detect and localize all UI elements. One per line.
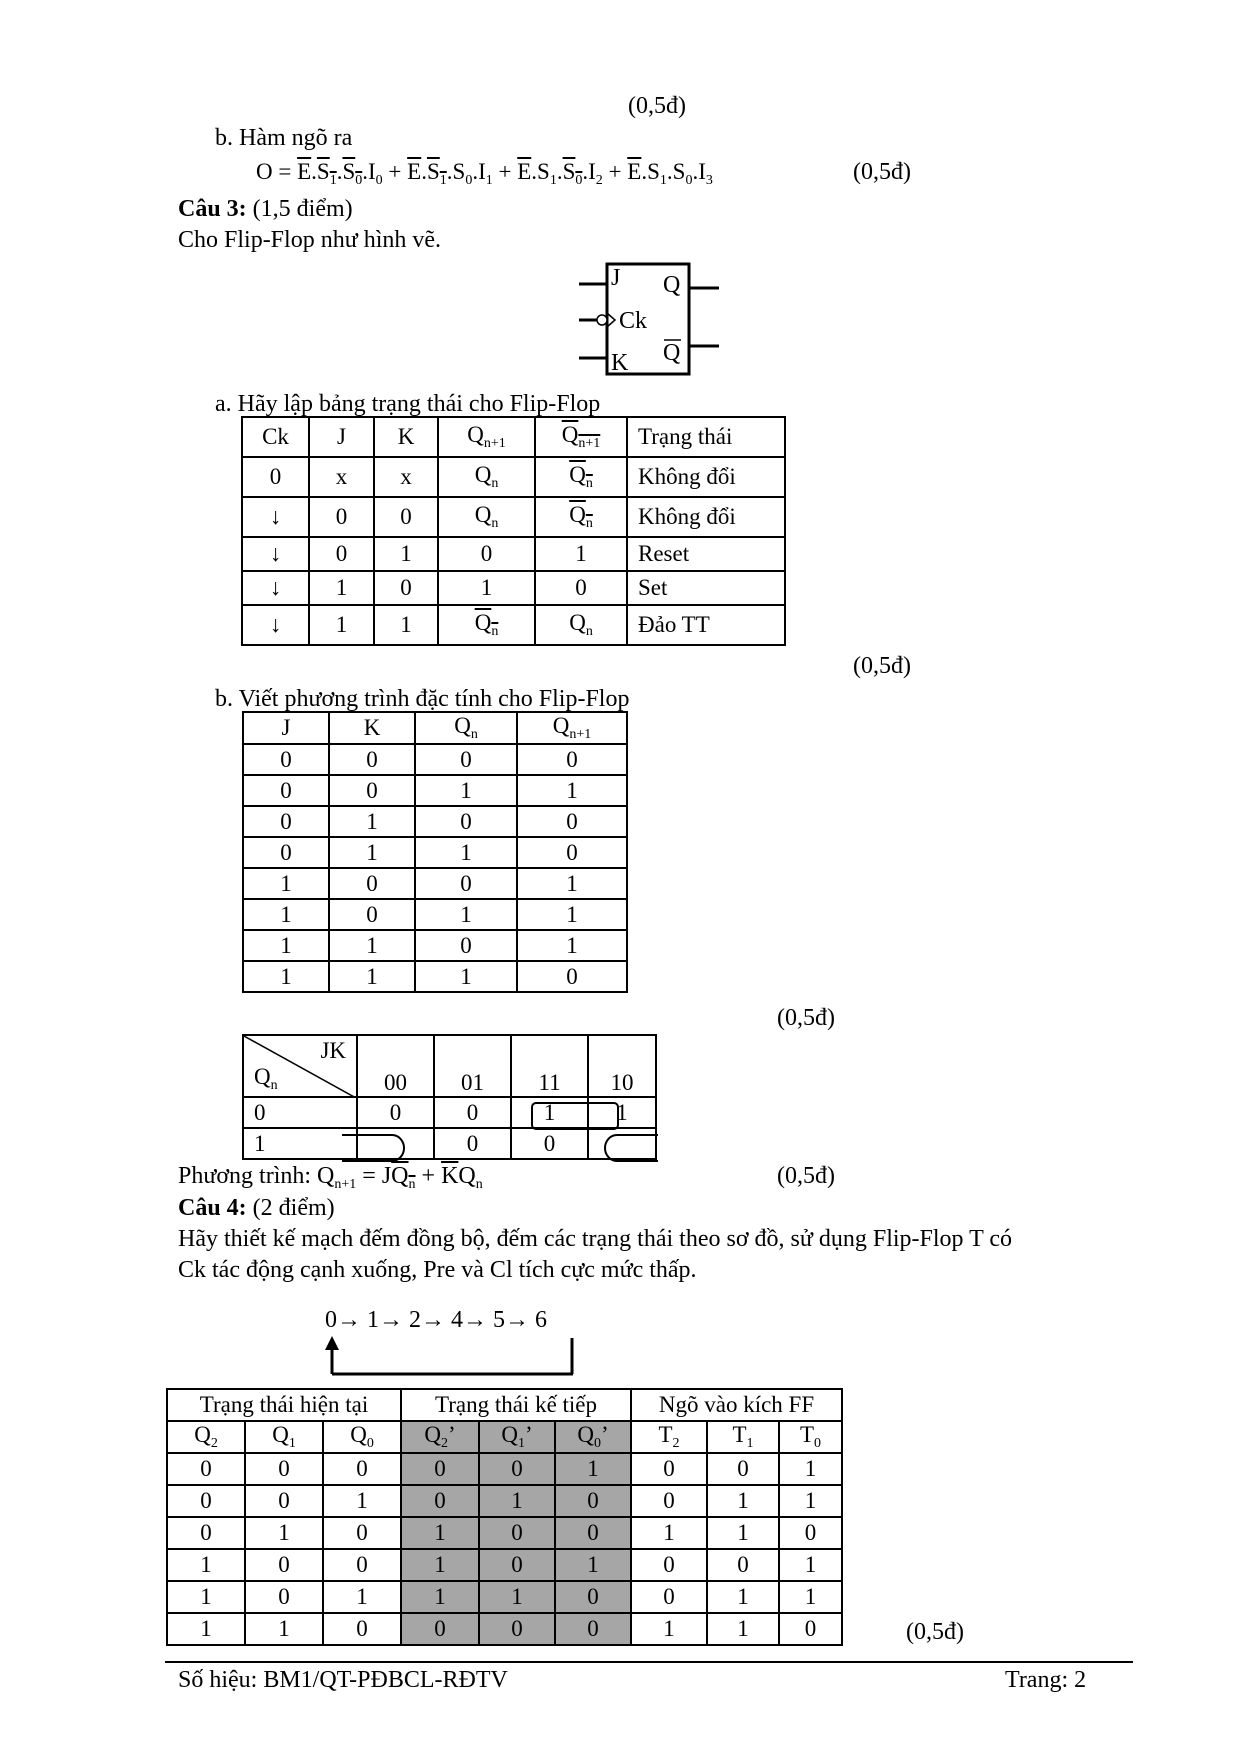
term-2: $\overline{E}.S_1.S_0.I_2$	[517, 159, 603, 188]
term-3: $\overline{E}.S_1.S_0.I_3$	[627, 159, 713, 188]
score-3a: (0,5đ)	[853, 653, 911, 679]
char-row: 0 1 1 0	[243, 837, 627, 868]
cau3-desc: Cho Flip-Flop như hình vẽ.	[178, 227, 442, 253]
sequence-loop-arrow	[320, 1336, 580, 1382]
count-sequence: 0→ 1→ 2→ 4→ 5→ 6	[325, 1307, 547, 1333]
footer-divider	[165, 1661, 1133, 1663]
t-table: Trạng thái hiện tại Trạng thái kế tiếp Ngõ vào kích FF $Q_2$ $Q_1$ $Q_0$ $Q_2$’ $Q_1$’ $Q_0$’ $T_2$ $T_1$ $T_0$ 0 0 0 0 0 1 0 0 1 0 0 1 0 1 0 0 1 1 0 1 0 1 0 0 1 1 0 1 0 0 1 0 1 0 0 1 1 0 1 1 1 0 0 1 1 1 1 0 0 0 0 1 1 0	[166, 1388, 843, 1646]
cau3-heading: Câu 3: (1,5 điểm)	[178, 196, 353, 222]
ff-qbar: Q	[663, 340, 681, 366]
char-row: 0 0 0 0	[243, 744, 627, 775]
ff-q: Q	[663, 272, 681, 298]
t-row: 0 1 0 1 0 0 1 1 0	[167, 1517, 842, 1549]
part-3b-header: b. Viết phương trình đặc tính cho Flip-Flop	[215, 686, 630, 712]
char-row: 1 1 0 1	[243, 930, 627, 961]
score-top: (0,5đ)	[628, 93, 686, 119]
footer-page-number: Trang: 2	[1005, 1667, 1087, 1693]
ff-ck: Ck	[619, 308, 648, 334]
kmap	[242, 1034, 657, 1159]
state-row-1: ↓ 0 0 $Q_n$ $Q_n$ Không đổi	[242, 497, 785, 537]
state-row-3: ↓ 1 0 1 0 Set	[242, 571, 785, 605]
char-row: 1 0 0 1	[243, 868, 627, 899]
ck-bubble	[597, 315, 607, 325]
t-row: 1 1 0 0 0 0 1 1 0	[167, 1613, 842, 1645]
score-4: (0,5đ)	[906, 1619, 964, 1645]
state-row-2: ↓ 0 1 0 1 Reset	[242, 537, 785, 571]
score-equation: (0,5đ)	[777, 1163, 835, 1189]
t-row: 1 0 1 1 1 0 0 1 1	[167, 1581, 842, 1613]
t-row: 0 0 1 0 1 0 0 1 1	[167, 1485, 842, 1517]
footer-doc-code: Số hiệu: BM1/QT-PĐBCL-RĐTV	[178, 1667, 508, 1693]
state-row-0: 0 x x $Q_n$ $Q_n$ Không đổi	[242, 457, 785, 497]
ff-k: K	[611, 350, 629, 376]
char-row: 0 1 0 0	[243, 806, 627, 837]
part-3a-header: a. Hãy lập bảng trạng thái cho Flip-Flop	[215, 391, 601, 417]
state-table: Ck J K $Q_{n+1}$ $Q_{n+1}$ Trạng thái 0 x x $Q_n$ $Q_n$ Không đổi ↓ 0 0 $Q_n$ $Q_n$ Không đổi ↓ 0 1 0 1 Reset ↓ 1 0 1 0 Set ↓ 1 1 $Q_n$ $Q_n$ Đảo TT	[241, 416, 786, 646]
cau4-desc2: Ck tác động cạnh xuống, Pre và Cl tích cực mức thấp.	[178, 1257, 697, 1283]
equation: Phương trình: $Q_{n+1} = JQ_n + \overline{K}Q_n$	[178, 1163, 483, 1192]
char-table: J K $Q_n$ $Q_{n+1}$ 0 0 0 0 0 0 1 1 0 1 0 0 0 1 1 0 1 0 0 1 1 0 1 1 1 1 0 1 1 1 1 0	[242, 711, 628, 993]
char-row: 1 0 1 1	[243, 899, 627, 930]
kmap-corner: JK $Q_n$	[243, 1035, 357, 1097]
cau4-desc1: Hãy thiết kế mạch đếm đồng bộ, đếm các trạng thái theo sơ đồ, sử dụng Flip-Flop T có	[178, 1226, 1012, 1252]
score-formula-o: (0,5đ)	[853, 159, 911, 185]
term-0: $\overline{E}.S_1.S_0.I_0$	[297, 159, 383, 188]
state-row-4: ↓ 1 1 $Q_n$ $Q_n$ Đảo TT	[242, 605, 785, 645]
part-b-header: b. Hàm ngõ ra	[215, 125, 353, 151]
t-row: 1 0 0 1 0 1 0 0 1	[167, 1549, 842, 1581]
score-3b1: (0,5đ)	[777, 1005, 835, 1031]
cau4-heading: Câu 4: (2 điểm)	[178, 1195, 335, 1221]
char-row: 1 1 1 0	[243, 961, 627, 992]
jk-flipflop-symbol	[575, 260, 725, 380]
formula-o: $O = \overline{E}.S_1.S_0.I_0 + \overline{E}.S_1.S_0.I_1 + \overline{E}.S_1.S_0.I_2 + \overline{E}.S_1.S_0.I_3$	[256, 159, 713, 188]
char-row: 0 0 1 1	[243, 775, 627, 806]
t-row: 0 0 0 0 0 1 0 0 1	[167, 1453, 842, 1485]
kmap-grid: JK $Q_n$ 00 01 11 10 0 0 0 1 1 1 0 0	[242, 1034, 657, 1160]
term-1: $\overline{E}.S_1.S_0.I_1$	[407, 159, 493, 188]
ff-j: J	[611, 265, 621, 291]
